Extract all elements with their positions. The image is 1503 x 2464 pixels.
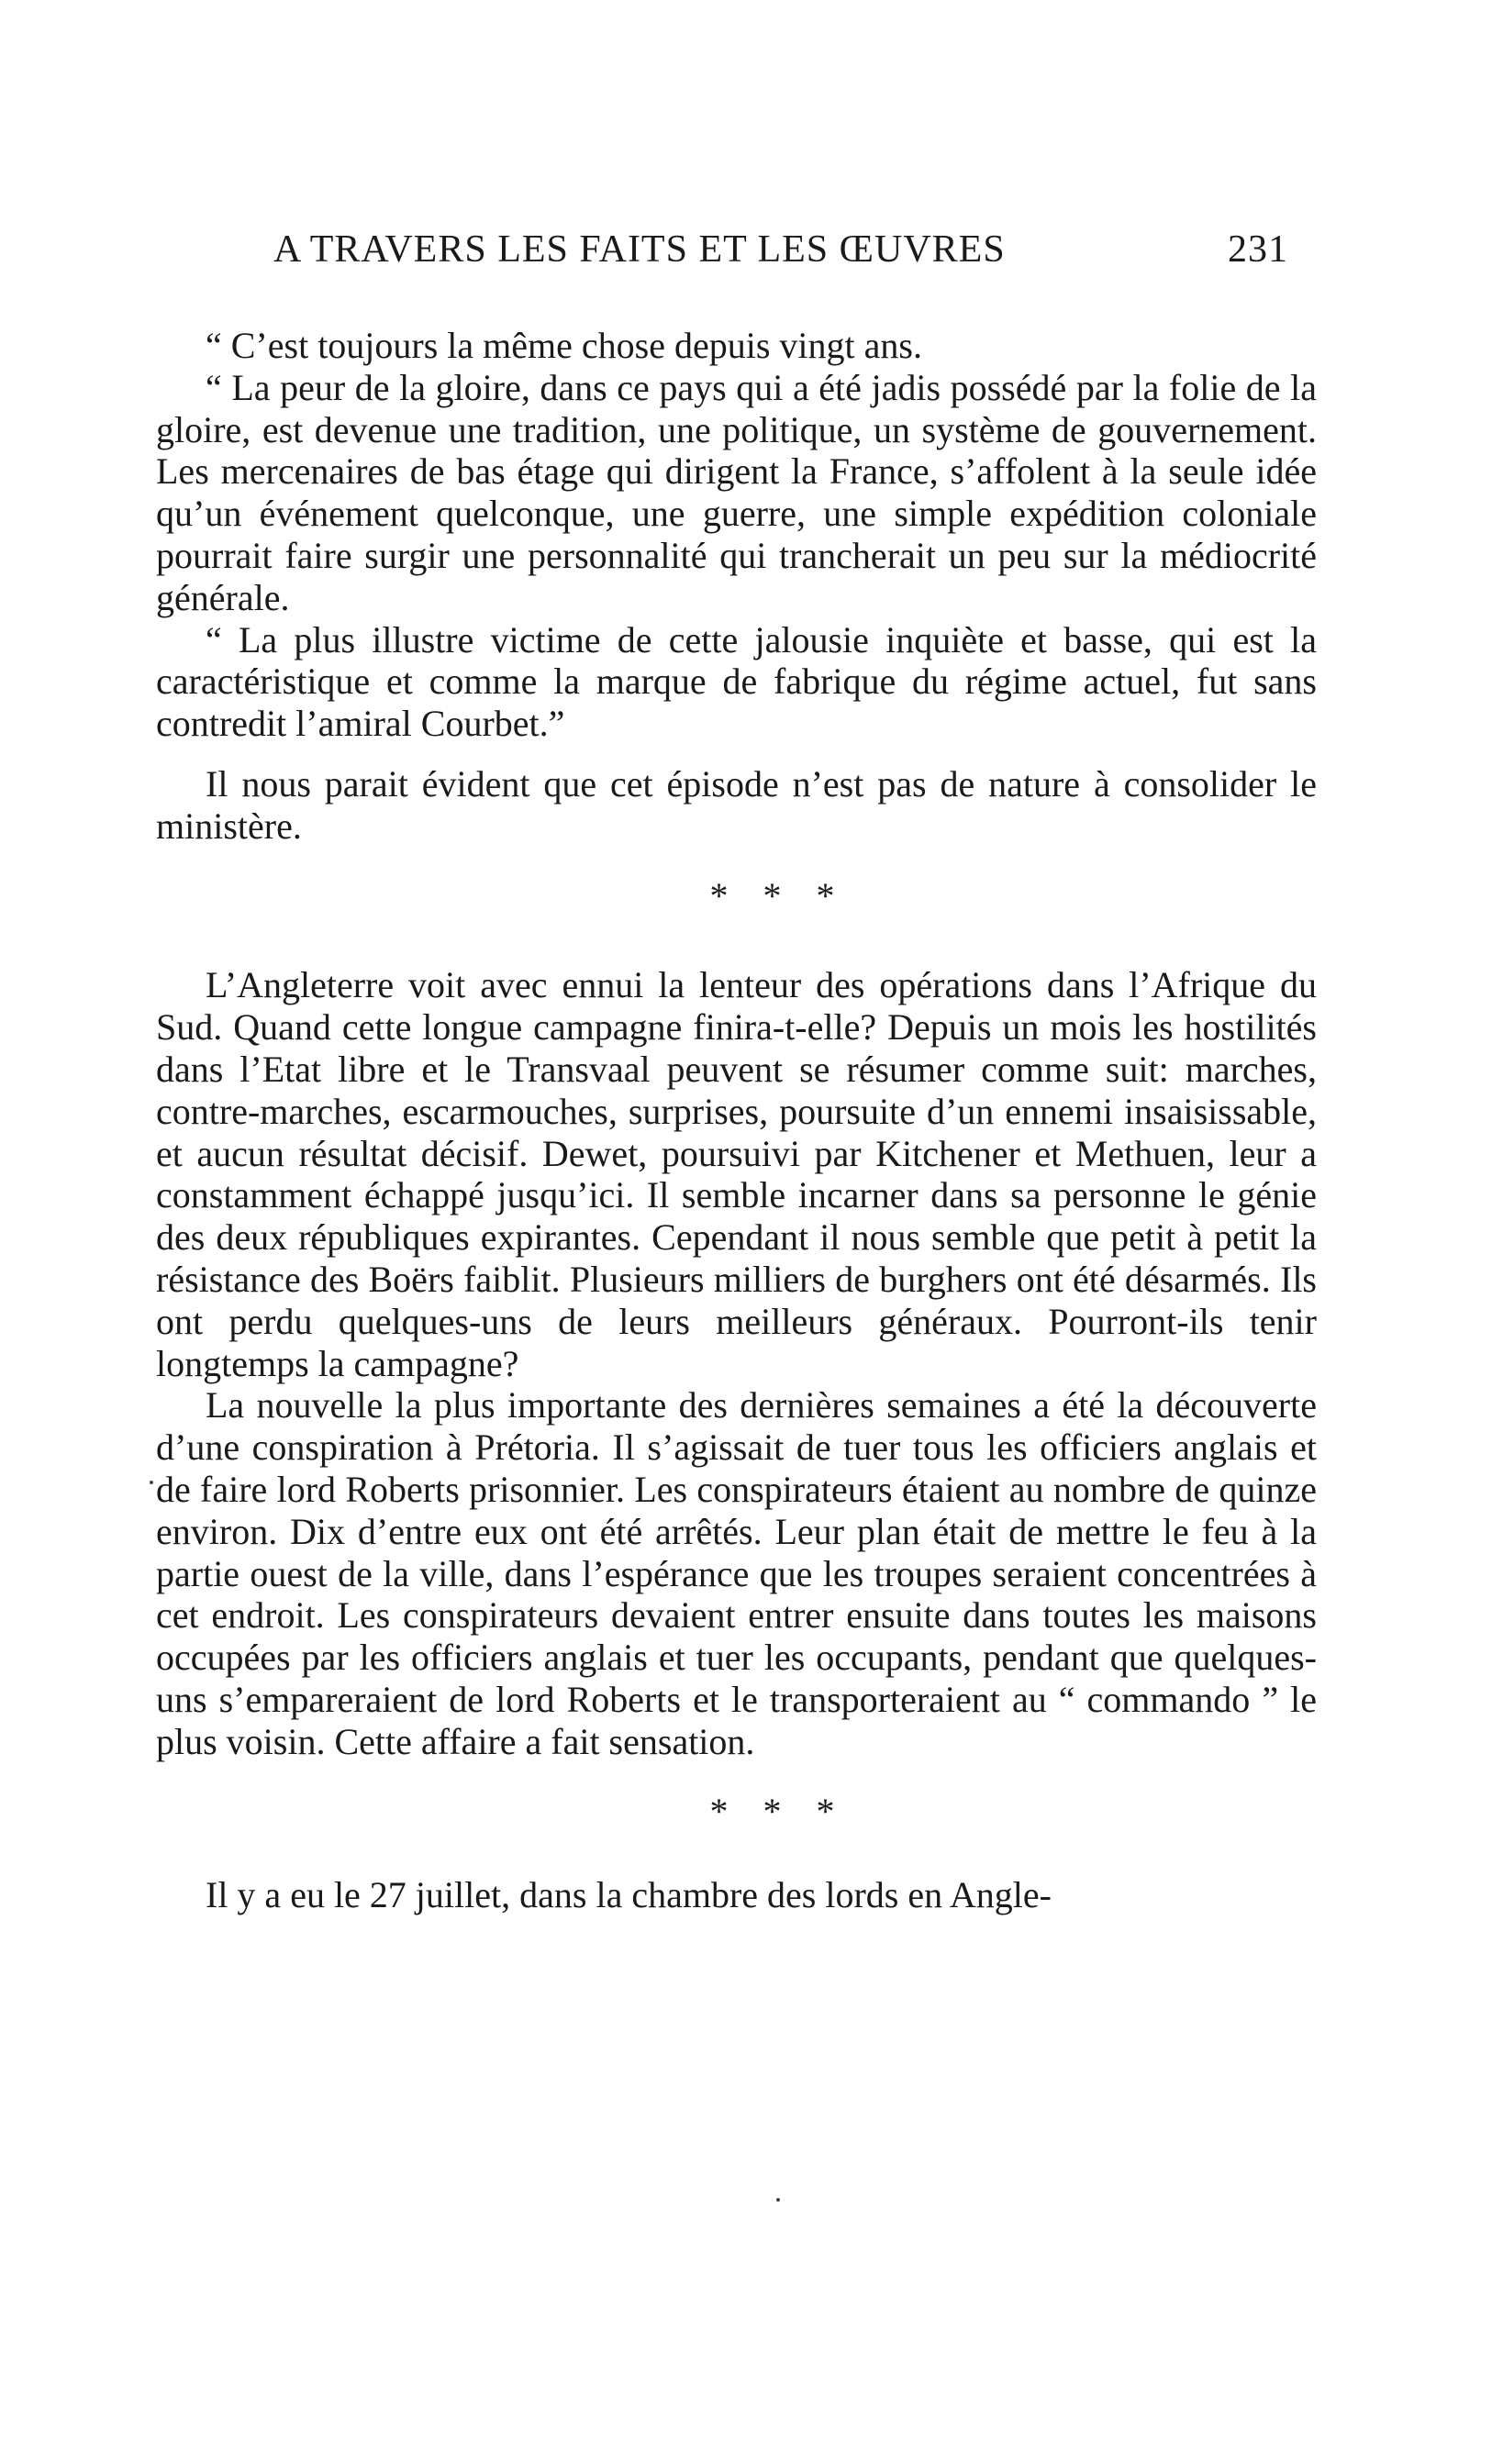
- paragraph: L’Angleterre voit avec ennui la lenteur des opérations dans l’Afrique du Sud. Quand cette longue campagne finira-t-elle? Depuis un mois les hostilités dans l’Etat libre et le Transvaal peuvent se résumer comme suit: marches, contre-marches, escarmouches, surprises, poursuite d’un ennemi insaisissable, et aucun résultat décisif. Dewet, poursuivi par Kitchener et Methuen, leur a constamment échappé jusqu’ici. Il semble incarner dans sa personne le génie des deux républiques expirantes. Cependant il nous semble que petit à petit la résistance des Boërs faiblit. Plusieurs milliers de burghers ont été désarmés. Ils ont perdu quelques-uns de leurs meilleurs généraux. Pourront-ils tenir longtemps la campagne?: [156, 964, 1317, 1384]
- page-number: 231: [1228, 228, 1288, 271]
- paragraph: “ La plus illustre victime de cette jalousie inquiète et basse, qui est la caractéristique et comme la marque de fabrique du régime actuel, fut sans contredit l’amiral Courbet.”: [156, 618, 1317, 745]
- page-header: [273, 228, 1288, 283]
- body-text: [156, 325, 1317, 1916]
- section-separator: * * *: [709, 874, 848, 916]
- print-speck: [776, 2198, 780, 2202]
- print-speck: [150, 1481, 153, 1484]
- paragraph: “ La peur de la gloire, dans ce pays qui a été jadis possédé par la folie de la gloire, est devenue une tradition, une politique, un système de gouvernement. Les mercenaires de bas étage qui dirigent la France, s’affolent à la seule idée qu’un événement quelconque, une guerre, une simple expédition coloniale pourrait faire surgir une personnalité qui trancherait un peu sur la médiocrité générale.: [156, 366, 1317, 618]
- paragraph: Il y a eu le 27 juillet, dans la chambre des lords en Angle-: [206, 1874, 1052, 1916]
- paragraph: La nouvelle la plus importante des dernières semaines a été la découverte d’une conspiration à Prétoria. Il s’agissait de tuer tous les officiers anglais et de faire lord Roberts prisonnier. Les conspirateurs étaient au nombre de quinze environ. Dix d’entre eux ont été arrêtés. Leur plan était de mettre le feu à la partie ouest de la ville, dans l’espérance que les troupes seraient concentrées à cet endroit. Les conspirateurs devaient entrer ensuite dans toutes les maisons occupées par les officiers anglais et tuer les occupants, pendant que quelques-uns s’empareraient de lord Roberts et le transporteraient au “ commando ” le plus voisin. Cette affaire a fait sensation.: [156, 1384, 1317, 1762]
- section-separator: * * *: [709, 1790, 848, 1832]
- paragraph: Il nous parait évident que cet épisode n’est pas de nature à consolider le ministère.: [156, 762, 1317, 847]
- paragraph: “ C’est toujours la même chose depuis vingt ans.: [206, 325, 922, 366]
- running-title: A TRAVERS LES FAITS ET LES ŒUVRES: [273, 228, 1006, 271]
